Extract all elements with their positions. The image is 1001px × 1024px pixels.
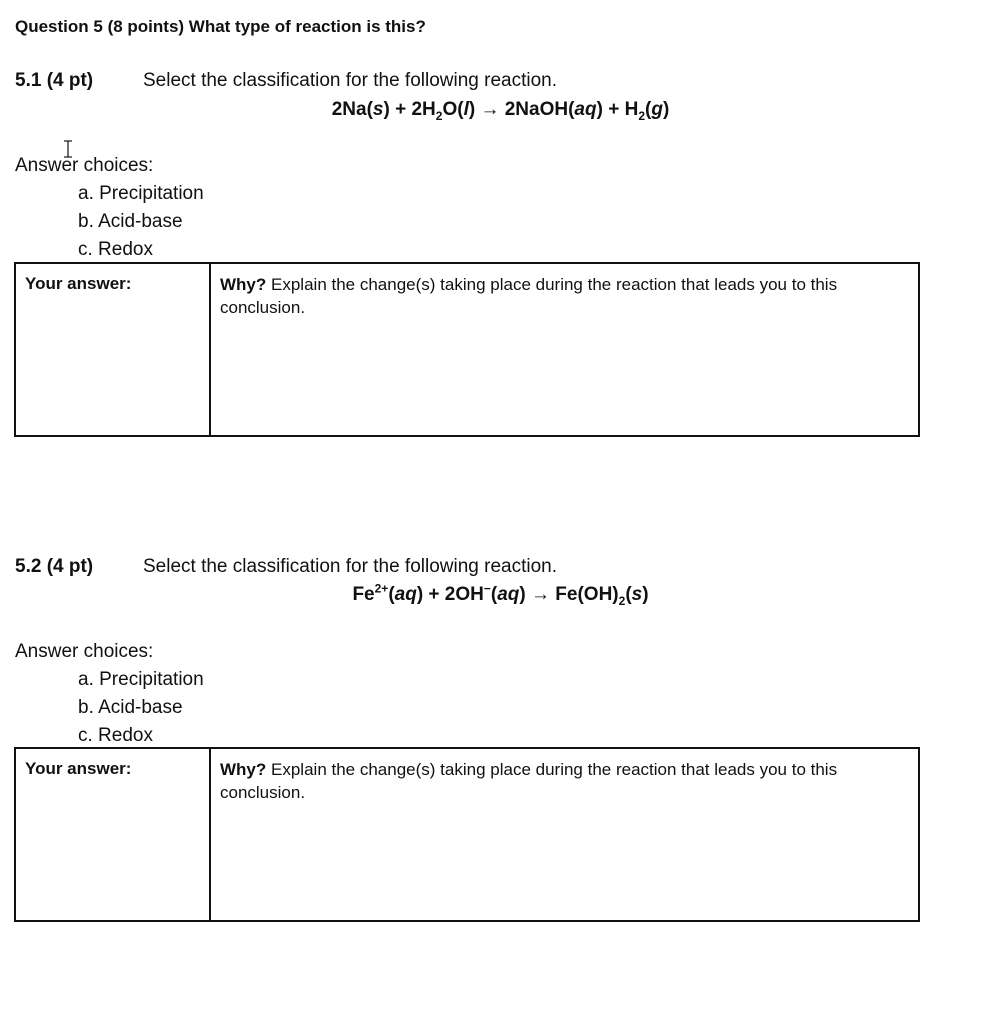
answer-table xyxy=(14,262,920,437)
reaction-equation: $Fe^{2+}(aq) + 2OH^-(aq) \to Fe(OH)_2(s)$ xyxy=(352,581,649,608)
your-answer-cell[interactable] xyxy=(16,264,211,435)
choice-redox: c. Redox xyxy=(78,239,153,260)
part-number: 5.1 (4 pt) xyxy=(15,70,94,91)
your-answer-label: Your answer: xyxy=(25,274,132,293)
choice-acid-base: b. Acid-base xyxy=(78,697,183,718)
answer-table xyxy=(14,747,920,922)
choice-precipitation: a. Precipitation xyxy=(78,669,204,690)
choice-precipitation: a. Precipitation xyxy=(78,183,204,204)
part-prompt: Select the classification for the following reaction. xyxy=(143,556,557,577)
your-answer-cell[interactable] xyxy=(16,749,211,920)
your-answer-label: Your answer: xyxy=(25,759,132,778)
why-label: Why? xyxy=(220,275,267,294)
reaction-equation: $2Na(s) + 2H_2O(l)$ → 2NaOH(aq) + $H_2(g)$ xyxy=(331,99,670,123)
why-label: Why? xyxy=(220,760,267,779)
answer-choices-label: Answer choices: xyxy=(15,641,154,662)
choice-acid-base: b. Acid-base xyxy=(78,211,183,232)
why-cell[interactable] xyxy=(211,264,918,435)
choice-redox: c. Redox xyxy=(78,725,153,746)
part-number: 5.2 (4 pt) xyxy=(15,556,94,577)
why-cell[interactable] xyxy=(211,749,918,920)
why-text: Explain the change(s) taking place during the reaction that leads you to this conclusion. xyxy=(220,275,838,317)
question-title: Question 5 (8 points) What type of reaction is this? xyxy=(15,17,426,36)
answer-choices-label: Answer choices: xyxy=(15,155,154,176)
part-prompt: Select the classification for the following reaction. xyxy=(143,70,557,91)
why-text: Explain the change(s) taking place during the reaction that leads you to this conclusion. xyxy=(220,760,838,802)
